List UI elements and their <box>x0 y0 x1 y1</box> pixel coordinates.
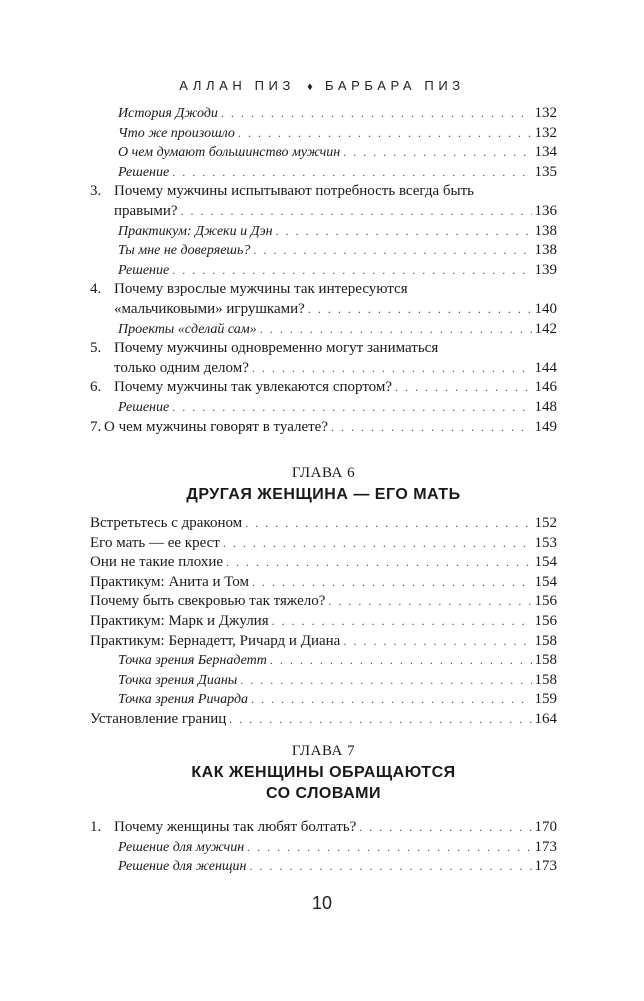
toc-entry-numbered[interactable]: 1. Почему женщины так любят болтать? . . . 170 <box>90 818 557 838</box>
toc-entry[interactable]: Точка зрения Бернадетт . . . 158 <box>90 651 557 671</box>
toc-entry[interactable]: Практикум: Анита и Том . . . 154 <box>90 573 557 593</box>
toc-entry-numbered[interactable]: 3. Почему мужчины испытывают потребность всегда быть <box>90 183 474 200</box>
toc-entry-continuation[interactable]: «мальчиковыми» игрушками? . . . 140 <box>90 300 557 320</box>
toc-entry[interactable]: Решение для мужчин . . . 173 <box>90 838 557 858</box>
toc-entry[interactable]: Практикум: Джеки и Дэн . . . 138 <box>90 222 557 242</box>
toc-entry[interactable]: Они не такие плохие . . . 154 <box>90 553 557 573</box>
toc-block-chapter5 <box>90 104 557 437</box>
chapter6-block <box>90 462 557 505</box>
diamond-separator-icon: ♦ <box>307 81 313 93</box>
chapter-title: ДРУГАЯ ЖЕНЩИНА — ЕГО МАТЬ <box>186 486 461 503</box>
page-number: 10 <box>311 893 333 913</box>
chapter-title-line1: КАК ЖЕНЩИНЫ ОБРАЩАЮТСЯ <box>191 764 456 781</box>
toc-entry-numbered[interactable]: 6. Почему мужчины так увлекаются спортом? . . . 146 <box>90 378 557 398</box>
chapter-label: ГЛАВА 6 <box>291 465 356 481</box>
toc-entry[interactable]: Точка зрения Дианы . . . 158 <box>90 671 557 691</box>
author-name-1: АЛЛАН ПИЗ <box>179 78 295 93</box>
toc-entry-continuation[interactable]: только одним делом? . . . 144 <box>90 359 557 379</box>
chapter-title-line2: СО СЛОВАМИ <box>265 785 381 802</box>
toc-entry[interactable]: Практикум: Марк и Джулия . . . 156 <box>90 612 557 632</box>
toc-entry[interactable]: Решение . . . 139 <box>90 261 557 281</box>
toc-entry[interactable]: Решение . . . 148 <box>90 398 557 418</box>
toc-entry[interactable]: История Джоди . . . 132 <box>90 104 557 124</box>
chapter-label: ГЛАВА 7 <box>291 743 356 759</box>
running-head <box>0 78 644 93</box>
toc-entry[interactable]: О чем думают большинство мужчин . . . 134 <box>90 143 557 163</box>
toc-block-chapter6 <box>90 514 557 730</box>
toc-entry[interactable]: Что же произошло . . . 132 <box>90 124 557 144</box>
toc-entry[interactable]: Его мать — ее крест . . . 153 <box>90 534 557 554</box>
toc-entry-numbered[interactable]: 5. Почему мужчины одновременно могут заниматься <box>90 340 439 357</box>
toc-entry[interactable]: Установление границ . . . 164 <box>90 710 557 730</box>
toc-entry-numbered[interactable]: 7. О чем мужчины говорят в туалете? . . . 149 <box>90 418 557 438</box>
toc-entry[interactable]: Ты мне не доверяешь? . . . 138 <box>90 241 557 261</box>
toc-entry[interactable]: Решение . . . 135 <box>90 163 557 183</box>
author-name-2: БАРБАРА ПИЗ <box>324 78 465 93</box>
toc-entry[interactable]: Практикум: Бернадетт, Ричард и Диана . . . 158 <box>90 632 557 652</box>
toc-entry[interactable]: Проекты «сделай сам» . . . 142 <box>90 320 557 340</box>
chapter7-block <box>90 740 557 804</box>
toc-entry-numbered[interactable]: 4. Почему взрослые мужчины так интересуются <box>90 281 408 298</box>
toc-entry[interactable]: Точка зрения Ричарда . . . 159 <box>90 690 557 710</box>
toc-block-chapter7 <box>90 818 557 877</box>
toc-entry[interactable]: Решение для женщин . . . 173 <box>90 857 557 877</box>
toc-entry-continuation[interactable]: правыми? . . . 136 <box>90 202 557 222</box>
toc-entry[interactable]: Встретьтесь с драконом . . . 152 <box>90 514 557 534</box>
toc-entry[interactable]: Почему быть свекровью так тяжело? . . . 156 <box>90 592 557 612</box>
